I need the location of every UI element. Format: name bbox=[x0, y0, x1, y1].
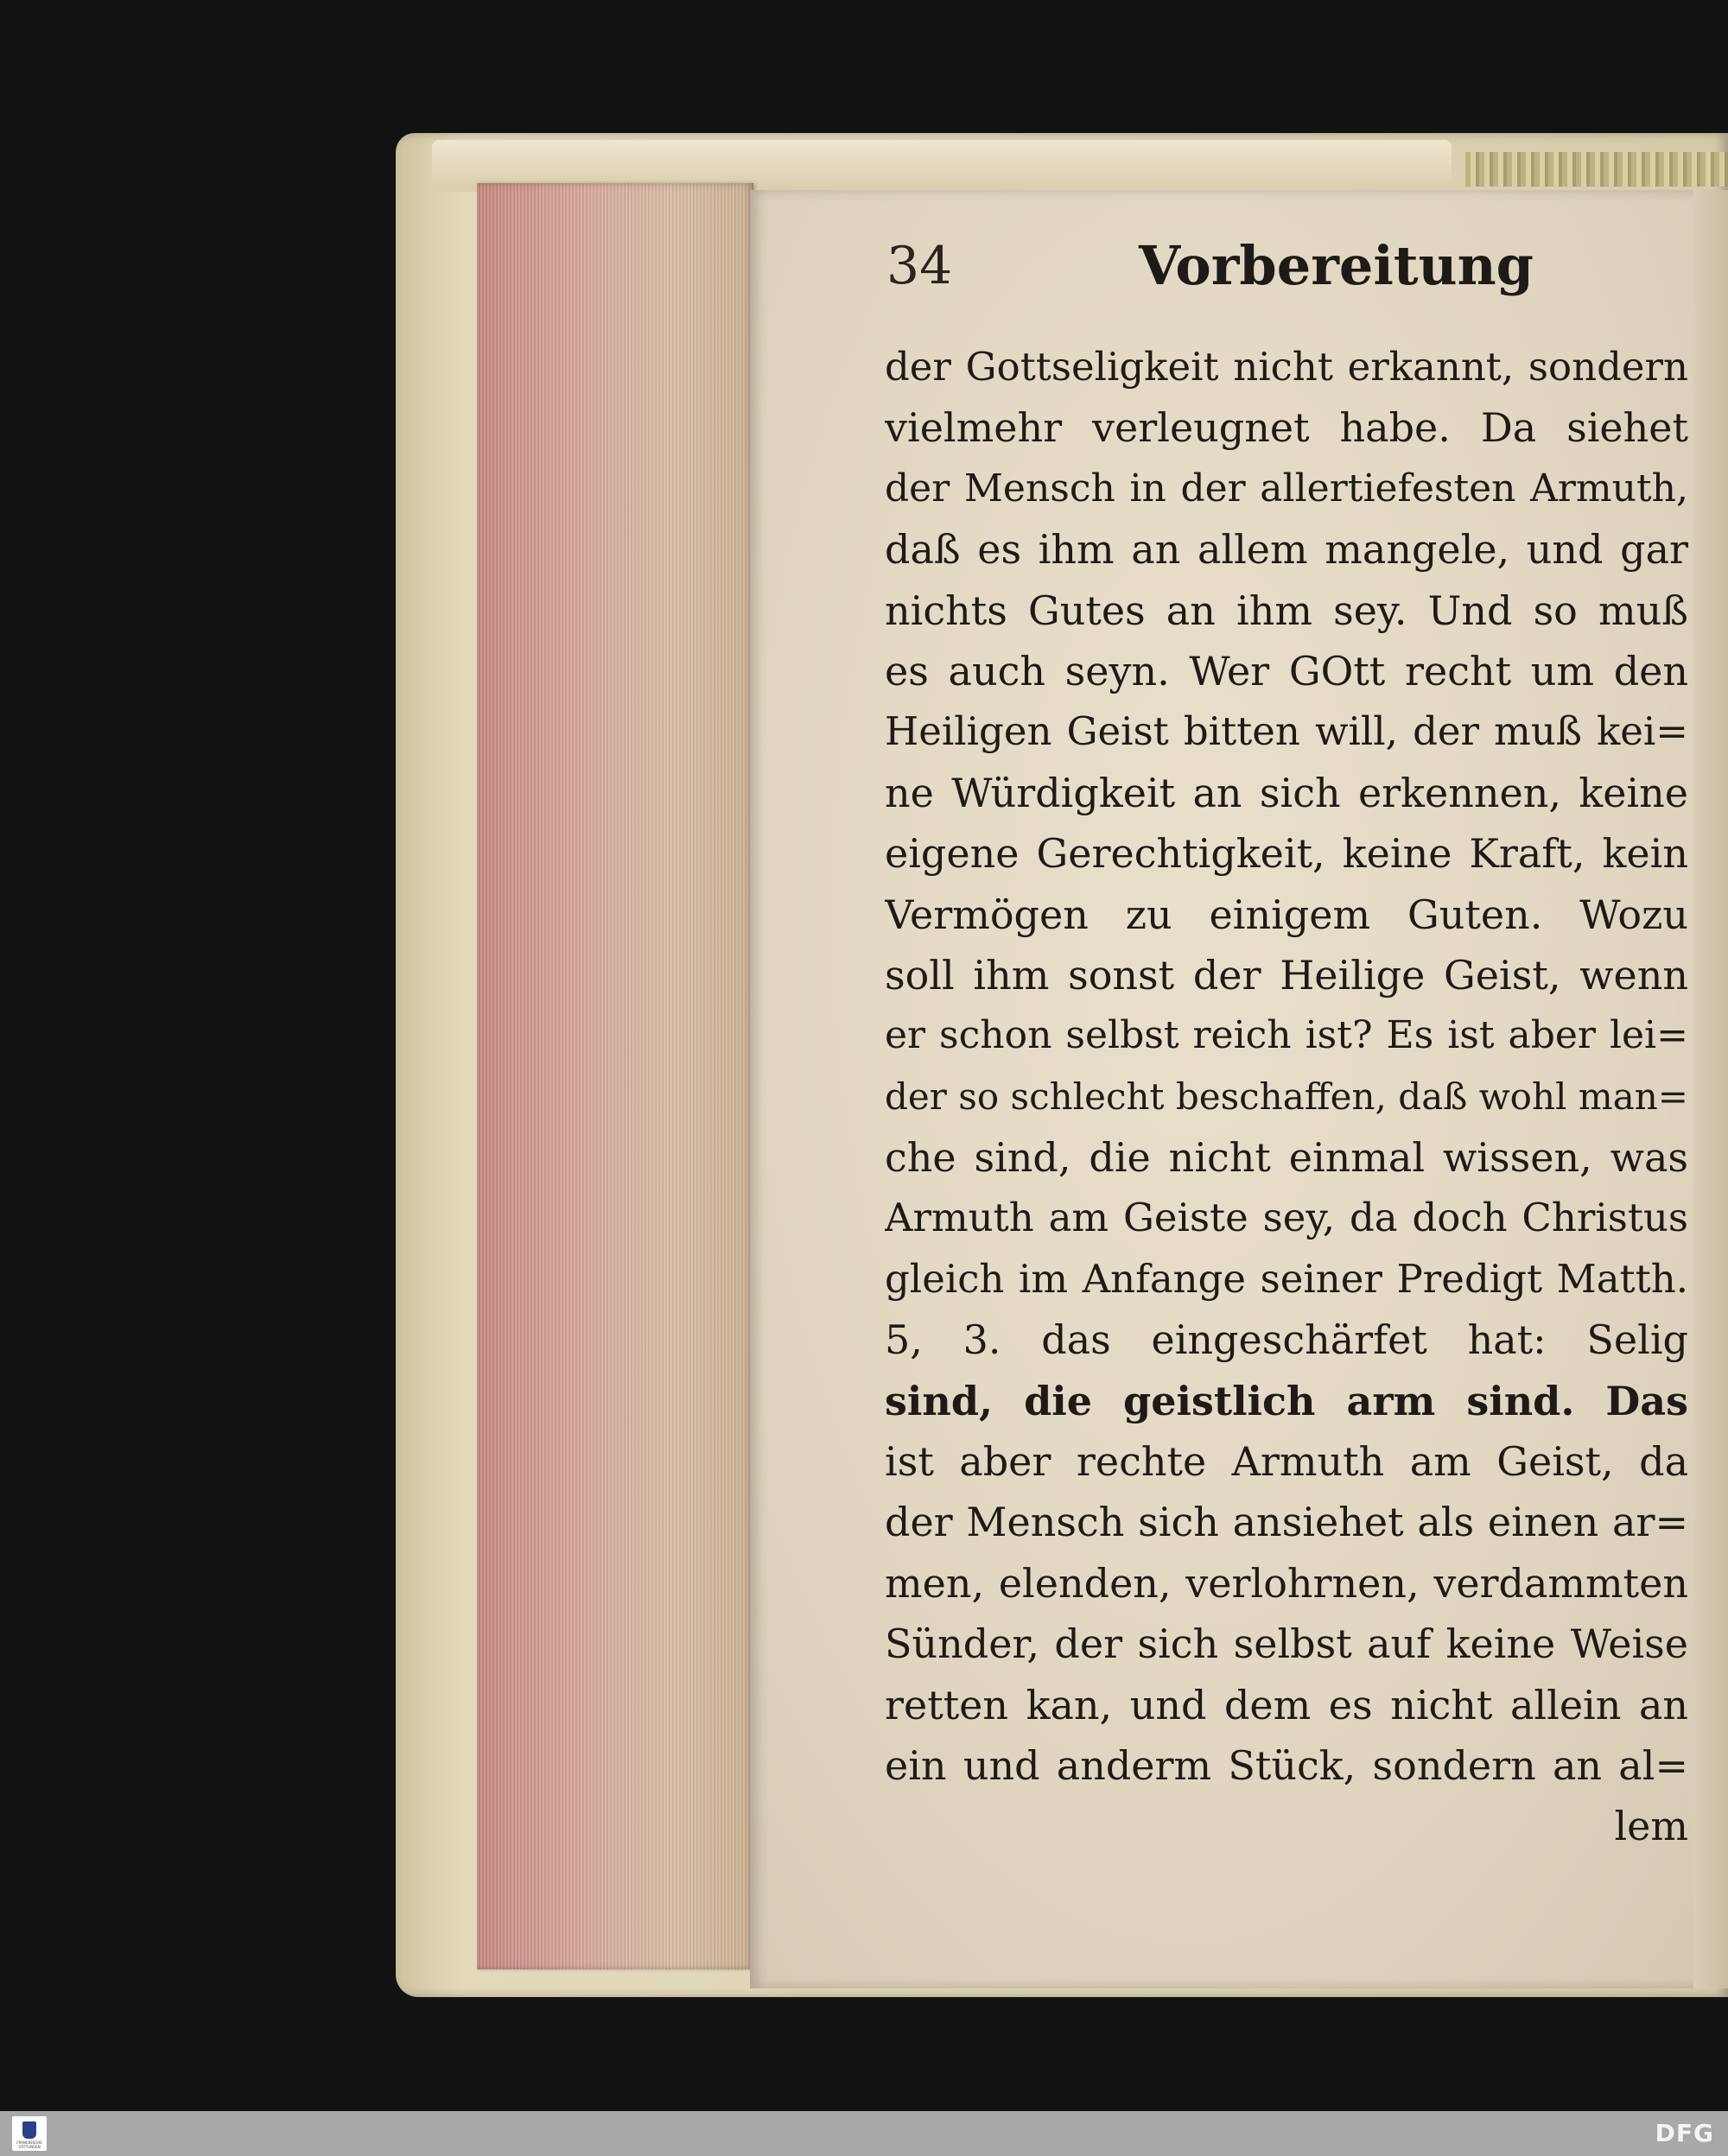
text-line: Heiligen Geist bitten will, der muß kei= bbox=[885, 708, 1688, 755]
text-line: ne Würdigkeit an sich erkennen, keine bbox=[885, 769, 1688, 816]
text-line: er schon selbst reich ist? Es ist aber lei= bbox=[885, 1013, 1688, 1058]
text-line: ist aber rechte Armuth am Geist, da bbox=[885, 1438, 1688, 1486]
text-line: der Mensch sich ansiehet als einen ar= bbox=[885, 1499, 1688, 1546]
dfg-label: DFG bbox=[1655, 2119, 1714, 2147]
body-text bbox=[885, 337, 1688, 1857]
text-line-emphasis: sind, die geistlich arm sind. Das bbox=[885, 1377, 1688, 1424]
headband bbox=[1465, 152, 1728, 187]
text-line: der Gottseligkeit nicht erkannt, sondern bbox=[885, 344, 1688, 390]
text-line: daß es ihm an allem mangele, und gar bbox=[885, 526, 1688, 574]
page-edges bbox=[477, 183, 753, 1969]
institution-logo bbox=[12, 2116, 47, 2151]
text-line: gleich im Anfange seiner Predigt Matth. bbox=[885, 1255, 1688, 1302]
page-number: 34 bbox=[886, 236, 953, 296]
text-line: retten kan, und dem es nicht allein an bbox=[885, 1681, 1688, 1728]
page-header bbox=[880, 231, 1692, 301]
text-line: es auch seyn. Wer GOtt recht um den bbox=[885, 647, 1688, 694]
text-line: men, elenden, verlohrnen, verdammten bbox=[885, 1559, 1688, 1607]
text-line: Sünder, der sich selbst auf keine Weise bbox=[885, 1620, 1688, 1668]
text-line: Armuth am Geiste sey, da doch Christus bbox=[885, 1195, 1688, 1241]
page-gutter bbox=[1693, 190, 1728, 1988]
text-line: der so schlecht beschaffen, daß wohl man= bbox=[885, 1075, 1688, 1118]
text-line: der Mensch in der allertiefesten Armuth, bbox=[885, 466, 1688, 510]
running-title: Vorbereitung bbox=[1139, 234, 1534, 297]
text-line: eigene Gerechtigkeit, keine Kraft, kein bbox=[885, 830, 1688, 878]
logo-emblem-icon bbox=[22, 2121, 36, 2139]
text-line: 5, 3. das eingeschärfet hat: Selig bbox=[885, 1316, 1688, 1364]
text-line: ein und anderm Stück, sondern an al= bbox=[885, 1741, 1688, 1789]
text-line: vielmehr verleugnet habe. Da siehet bbox=[885, 404, 1688, 452]
logo-caption: FRANCKESCHE STIFTUNGEN bbox=[16, 2140, 42, 2149]
footer-bar bbox=[0, 2111, 1728, 2156]
text-line: nichts Gutes an ihm sey. Und so muß bbox=[885, 587, 1688, 634]
text-line: Vermögen zu einigem Guten. Wozu bbox=[885, 891, 1688, 938]
text-line: soll ihm sonst der Heilige Geist, wenn bbox=[885, 951, 1688, 999]
catchword: lem bbox=[1614, 1803, 1688, 1850]
text-line: che sind, die nicht einmal wissen, was bbox=[885, 1134, 1688, 1182]
